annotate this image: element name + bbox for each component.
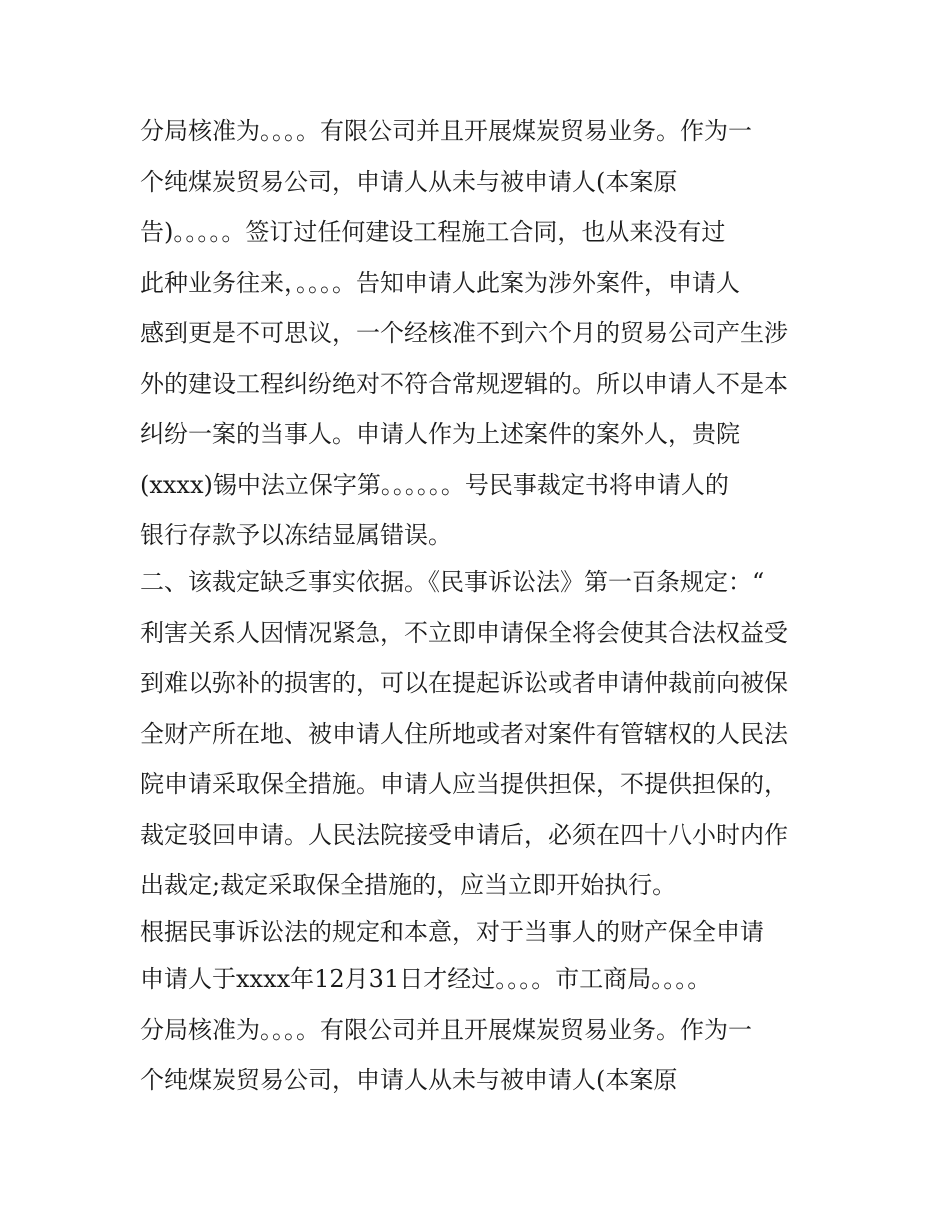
text-line: 裁定驳回申请。人民法院接受申请后，必须在四十八小时内作	[140, 820, 788, 849]
text-line: 全财产所在地、被申请人住所地或者对案件有管辖权的人民法	[140, 719, 788, 748]
text-line: 感到更是不可思议，一个经核准不到六个月的贸易公司产生涉	[140, 319, 788, 347]
text-line: 银行存款予以冻结显属错误。	[140, 521, 452, 549]
document-body	[140, 106, 830, 1106]
text-line: 个纯煤炭贸易公司，申请人从未与被申请人(本案原	[140, 1066, 678, 1094]
text-line: 利害关系人因情况紧急，不立即申请保全将会使其合法权益受	[140, 618, 788, 647]
text-line: 个纯煤炭贸易公司，申请人从未与被申请人(本案原	[140, 167, 678, 196]
text-line: 纠纷一案的当事人。申请人作为上述案件的案外人，贵院	[140, 420, 740, 448]
text-line: 此种业务往来，。。。。告知申请人此案为涉外案件，申请人	[140, 268, 740, 297]
text-line: 到难以弥补的损害的，可以在提起诉讼或者申请仲裁前向被保	[140, 669, 788, 697]
text-line: 告)。。。。。签订过任何建设工程施工合同，也从来没有过	[140, 218, 726, 246]
text-line: 外的建设工程纠纷绝对不符合常规逻辑的。所以申请人不是本	[140, 369, 788, 398]
text-line: 根据民事诉讼法的规定和本意，对于当事人的财产保全申请	[140, 918, 764, 946]
text-line: 分局核准为。。。。有限公司并且开展煤炭贸易业务。作为一	[140, 117, 752, 145]
text-line: 申请人于xxxx年12月31日才经过。。。。市工商局。。。。	[140, 965, 712, 993]
text-line: 二、该裁定缺乏事实依据。《民事诉讼法》第一百条规定：“	[140, 568, 765, 596]
text-line: 院申请采取保全措施。申请人应当提供担保，不提供担保的，	[140, 770, 788, 798]
text-line: 分局核准为。。。。有限公司并且开展煤炭贸易业务。作为一	[140, 1015, 752, 1044]
text-line: (xxxx)锡中法立保字第。。。。。。号民事裁定书将申请人的	[140, 470, 729, 499]
text-line: 出裁定;裁定采取保全措施的，应当立即开始执行。	[140, 871, 677, 899]
